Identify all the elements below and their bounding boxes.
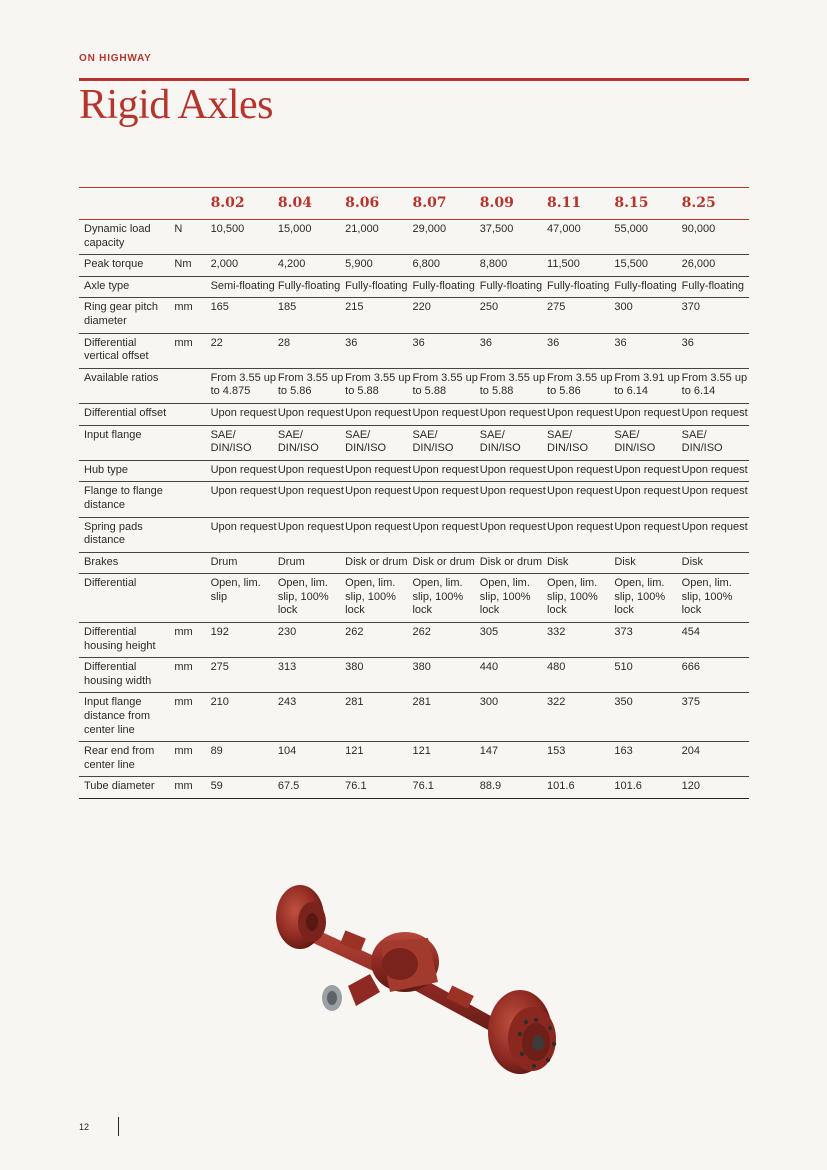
table-row: [79, 368, 749, 403]
row-value: 121: [345, 745, 364, 758]
row-value: Upon request: [681, 406, 748, 419]
row-unit: [169, 425, 210, 460]
table-row: [79, 777, 749, 799]
row-value: Semi-floating: [210, 279, 275, 292]
row-value: Upon request: [614, 520, 681, 533]
row-parameter: Axle type: [84, 279, 130, 292]
row-value: Upon request: [277, 485, 344, 498]
row-value: 373: [614, 626, 633, 639]
row-unit: mm: [174, 301, 193, 314]
row-value: 59: [210, 780, 223, 793]
footer-rule: [118, 1117, 119, 1136]
table-row: [79, 623, 749, 658]
row-value: Upon request: [412, 463, 479, 476]
row-value: SAE/ DIN/ISO: [277, 428, 319, 455]
row-value: 153: [547, 745, 566, 758]
row-parameter: Differential: [84, 577, 137, 590]
row-value: SAE/ DIN/ISO: [479, 428, 521, 455]
row-value: 666: [681, 661, 700, 674]
row-value: SAE/ DIN/ISO: [614, 428, 656, 455]
row-unit: mm: [174, 626, 193, 639]
row-value: 76.1: [345, 780, 367, 793]
row-value: Fully-floating: [479, 279, 543, 292]
model-header: 8.11: [547, 194, 582, 211]
header-unit-cell: [169, 188, 210, 220]
row-value: 22: [210, 336, 223, 349]
table-row: [79, 460, 749, 482]
table-row: [79, 425, 749, 460]
row-value: Upon request: [614, 463, 681, 476]
row-value: 47,000: [547, 223, 581, 235]
row-value: Disk or drum: [345, 555, 408, 568]
row-parameter: Input flange distance from center line: [84, 696, 151, 736]
row-unit: mm: [174, 661, 193, 674]
row-value: 275: [210, 661, 229, 674]
row-value: 313: [277, 661, 297, 674]
row-value: Upon request: [479, 520, 546, 533]
row-value: Upon request: [345, 463, 412, 476]
row-value: 36: [547, 336, 560, 349]
row-value: 26,000: [681, 258, 716, 271]
section-label: ON HIGHWAY: [79, 53, 152, 64]
row-parameter: Flange to flange distance: [84, 485, 163, 511]
row-value: From 3.55 up to 5.88: [412, 371, 478, 398]
model-header: 8.04: [277, 194, 312, 211]
table-row: [79, 255, 749, 277]
row-parameter: Brakes: [84, 555, 119, 568]
row-value: 440: [479, 661, 499, 674]
table-row: [79, 742, 749, 777]
row-parameter: Tube diameter: [84, 780, 155, 793]
row-value: 262: [345, 626, 364, 639]
row-parameter: Differential housing height: [84, 626, 156, 652]
row-parameter: Hub type: [84, 463, 129, 476]
row-value: 147: [479, 745, 499, 758]
row-value: 76.1: [412, 780, 434, 793]
row-value: Fully-floating: [614, 279, 677, 292]
row-parameter: Available ratios: [84, 371, 159, 384]
row-value: 322: [547, 696, 566, 709]
row-value: Fully-floating: [345, 279, 408, 292]
row-value: Upon request: [277, 520, 344, 533]
row-value: Open, lim. slip, 100% lock: [277, 577, 329, 617]
row-value: Upon request: [345, 520, 412, 533]
row-value: 120: [681, 780, 700, 793]
row-value: 300: [479, 696, 499, 709]
row-value: Upon request: [681, 520, 748, 533]
row-value: 29,000: [412, 223, 447, 235]
row-value: 192: [210, 626, 229, 639]
row-value: Upon request: [547, 406, 614, 419]
row-value: SAE/ DIN/ISO: [681, 428, 723, 455]
row-unit: [169, 276, 210, 298]
row-value: 36: [345, 336, 358, 349]
row-value: Upon request: [345, 406, 412, 419]
row-value: 2,000: [210, 258, 239, 271]
row-value: Upon request: [210, 463, 277, 476]
row-value: 21,000: [345, 223, 379, 235]
row-parameter: Peak torque: [84, 258, 144, 271]
row-value: From 3.55 up to 5.86: [547, 371, 613, 398]
row-value: Fully-floating: [681, 279, 744, 292]
row-value: 55,000: [614, 223, 648, 235]
row-unit: [169, 517, 210, 552]
row-value: Upon request: [614, 485, 681, 498]
row-value: From 3.55 up to 5.88: [479, 371, 546, 398]
row-value: 204: [681, 745, 700, 758]
row-parameter: Rear end from center line: [84, 745, 155, 771]
row-parameter: Differential housing width: [84, 661, 152, 687]
table-row: [79, 658, 749, 693]
model-header: 8.15: [614, 194, 649, 211]
row-value: 163: [614, 745, 633, 758]
row-value: 5,900: [345, 258, 373, 271]
row-value: Open, lim. slip: [210, 577, 261, 603]
row-value: 165: [210, 301, 229, 314]
row-unit: [169, 552, 210, 574]
table-row: [79, 333, 749, 368]
row-value: Disk or drum: [412, 555, 475, 568]
row-value: 281: [412, 696, 431, 709]
row-unit: [169, 403, 210, 425]
row-value: From 3.55 up to 5.88: [345, 371, 411, 398]
row-value: Upon request: [547, 463, 614, 476]
model-header: 8.02: [210, 194, 245, 211]
table-row: [79, 482, 749, 517]
model-header: 8.09: [479, 194, 514, 211]
row-value: 250: [479, 301, 499, 314]
row-value: Upon request: [412, 406, 479, 419]
table-row: [79, 693, 749, 742]
spec-table: [79, 187, 749, 799]
row-value: 215: [345, 301, 364, 314]
row-unit: Nm: [174, 258, 192, 271]
row-value: 90,000: [681, 223, 716, 235]
row-value: 510: [614, 661, 633, 674]
row-value: 275: [547, 301, 566, 314]
model-header: 8.07: [412, 194, 447, 211]
header-param-cell: [79, 188, 169, 220]
row-value: 121: [412, 745, 431, 758]
row-unit: mm: [174, 780, 193, 793]
row-parameter: Dynamic load capacity: [84, 223, 151, 249]
row-value: Upon request: [412, 520, 479, 533]
row-value: 11,500: [547, 258, 580, 271]
row-value: Open, lim. slip, 100% lock: [681, 577, 733, 617]
row-value: 454: [681, 626, 700, 639]
row-value: Open, lim. slip, 100% lock: [345, 577, 396, 617]
row-value: Disk: [614, 555, 636, 568]
row-value: 28: [277, 336, 291, 349]
row-value: 210: [210, 696, 229, 709]
row-unit: [169, 482, 210, 517]
row-value: From 3.55 up to 5.86: [277, 371, 344, 398]
row-value: 36: [614, 336, 627, 349]
row-value: Open, lim. slip, 100% lock: [547, 577, 598, 617]
row-value: Upon request: [547, 485, 614, 498]
table-row: [79, 276, 749, 298]
row-value: Fully-floating: [412, 279, 475, 292]
row-parameter: Spring pads distance: [84, 520, 143, 547]
row-unit: [169, 460, 210, 482]
row-value: Drum: [210, 555, 238, 568]
row-value: From 3.91 up to 6.14: [614, 371, 680, 398]
row-parameter: Differential vertical offset: [84, 336, 149, 363]
row-value: Disk or drum: [479, 555, 543, 568]
row-value: Upon request: [479, 463, 546, 476]
table-row: [79, 298, 749, 333]
page-number: 12: [79, 1122, 90, 1132]
row-unit: [169, 368, 210, 403]
row-parameter: Input flange: [84, 428, 142, 441]
model-header: 8.25: [681, 194, 716, 211]
row-value: From 3.55 up to 6.14: [681, 371, 748, 398]
row-unit: mm: [174, 745, 193, 758]
row-value: Upon request: [277, 463, 344, 476]
row-value: Open, lim. slip, 100% lock: [479, 577, 531, 617]
row-value: Disk: [681, 555, 704, 568]
row-value: Upon request: [210, 485, 277, 498]
row-value: Upon request: [547, 520, 614, 533]
row-value: 243: [277, 696, 297, 709]
row-value: 89: [210, 745, 223, 758]
row-value: Upon request: [681, 485, 748, 498]
row-value: 350: [614, 696, 633, 709]
row-value: 4,200: [277, 258, 306, 271]
row-value: 101.6: [547, 780, 575, 793]
row-value: Upon request: [614, 406, 681, 419]
table-row: [79, 552, 749, 574]
row-value: From 3.55 up to 4.875: [210, 371, 276, 398]
row-value: SAE/ DIN/ISO: [547, 428, 588, 455]
row-value: SAE/ DIN/ISO: [412, 428, 454, 455]
row-value: 101.6: [614, 780, 642, 793]
row-value: 36: [412, 336, 425, 349]
row-value: 480: [547, 661, 566, 674]
row-value: Upon request: [210, 406, 277, 419]
row-value: Upon request: [210, 520, 277, 533]
row-value: 37,500: [479, 223, 514, 235]
row-value: Fully-floating: [547, 279, 610, 292]
table-row: [79, 220, 749, 255]
row-value: 36: [479, 336, 492, 349]
table-row: [79, 517, 749, 552]
row-parameter: Ring gear pitch diameter: [84, 301, 158, 327]
spec-table-body: [79, 220, 749, 799]
row-value: 15,500: [614, 258, 648, 271]
row-value: Open, lim. slip, 100% lock: [614, 577, 666, 617]
row-value: 6,800: [412, 258, 440, 271]
row-value: SAE/ DIN/ISO: [345, 428, 387, 455]
model-header: 8.06: [345, 194, 380, 211]
title-rule: [79, 78, 749, 81]
row-value: Upon request: [681, 463, 748, 476]
row-unit: [169, 574, 210, 623]
row-value: Upon request: [412, 485, 479, 498]
table-row: [79, 403, 749, 425]
row-value: Upon request: [479, 406, 546, 419]
row-unit: mm: [174, 696, 193, 709]
row-value: 8,800: [479, 258, 508, 271]
row-value: Upon request: [277, 406, 344, 419]
row-value: 305: [479, 626, 499, 639]
row-value: 67.5: [277, 780, 300, 793]
axle-image: [270, 882, 575, 1092]
row-value: Drum: [277, 555, 305, 568]
row-value: 375: [681, 696, 700, 709]
row-value: SAE/ DIN/ISO: [210, 428, 252, 455]
row-value: 300: [614, 301, 633, 314]
table-row: [79, 574, 749, 623]
row-unit: mm: [174, 336, 193, 349]
row-value: 262: [412, 626, 431, 639]
row-value: 36: [681, 336, 694, 349]
row-parameter: Differential offset: [84, 406, 167, 419]
row-value: Disk: [547, 555, 569, 568]
row-value: Upon request: [479, 485, 546, 498]
row-value: 380: [412, 661, 431, 674]
row-value: 220: [412, 301, 431, 314]
row-value: Fully-floating: [277, 279, 341, 292]
row-value: Upon request: [345, 485, 412, 498]
row-unit: N: [174, 223, 183, 235]
row-value: 370: [681, 301, 700, 314]
page-title: Rigid Axles: [79, 82, 274, 128]
row-value: 281: [345, 696, 364, 709]
row-value: 15,000: [277, 223, 312, 235]
row-value: 332: [547, 626, 566, 639]
row-value: 185: [277, 301, 297, 314]
row-value: 104: [277, 745, 297, 758]
row-value: 380: [345, 661, 364, 674]
row-value: Open, lim. slip, 100% lock: [412, 577, 464, 617]
row-value: 10,500: [210, 223, 245, 235]
row-value: 230: [277, 626, 297, 639]
table-header-row: [79, 188, 749, 220]
row-value: 88.9: [479, 780, 502, 793]
